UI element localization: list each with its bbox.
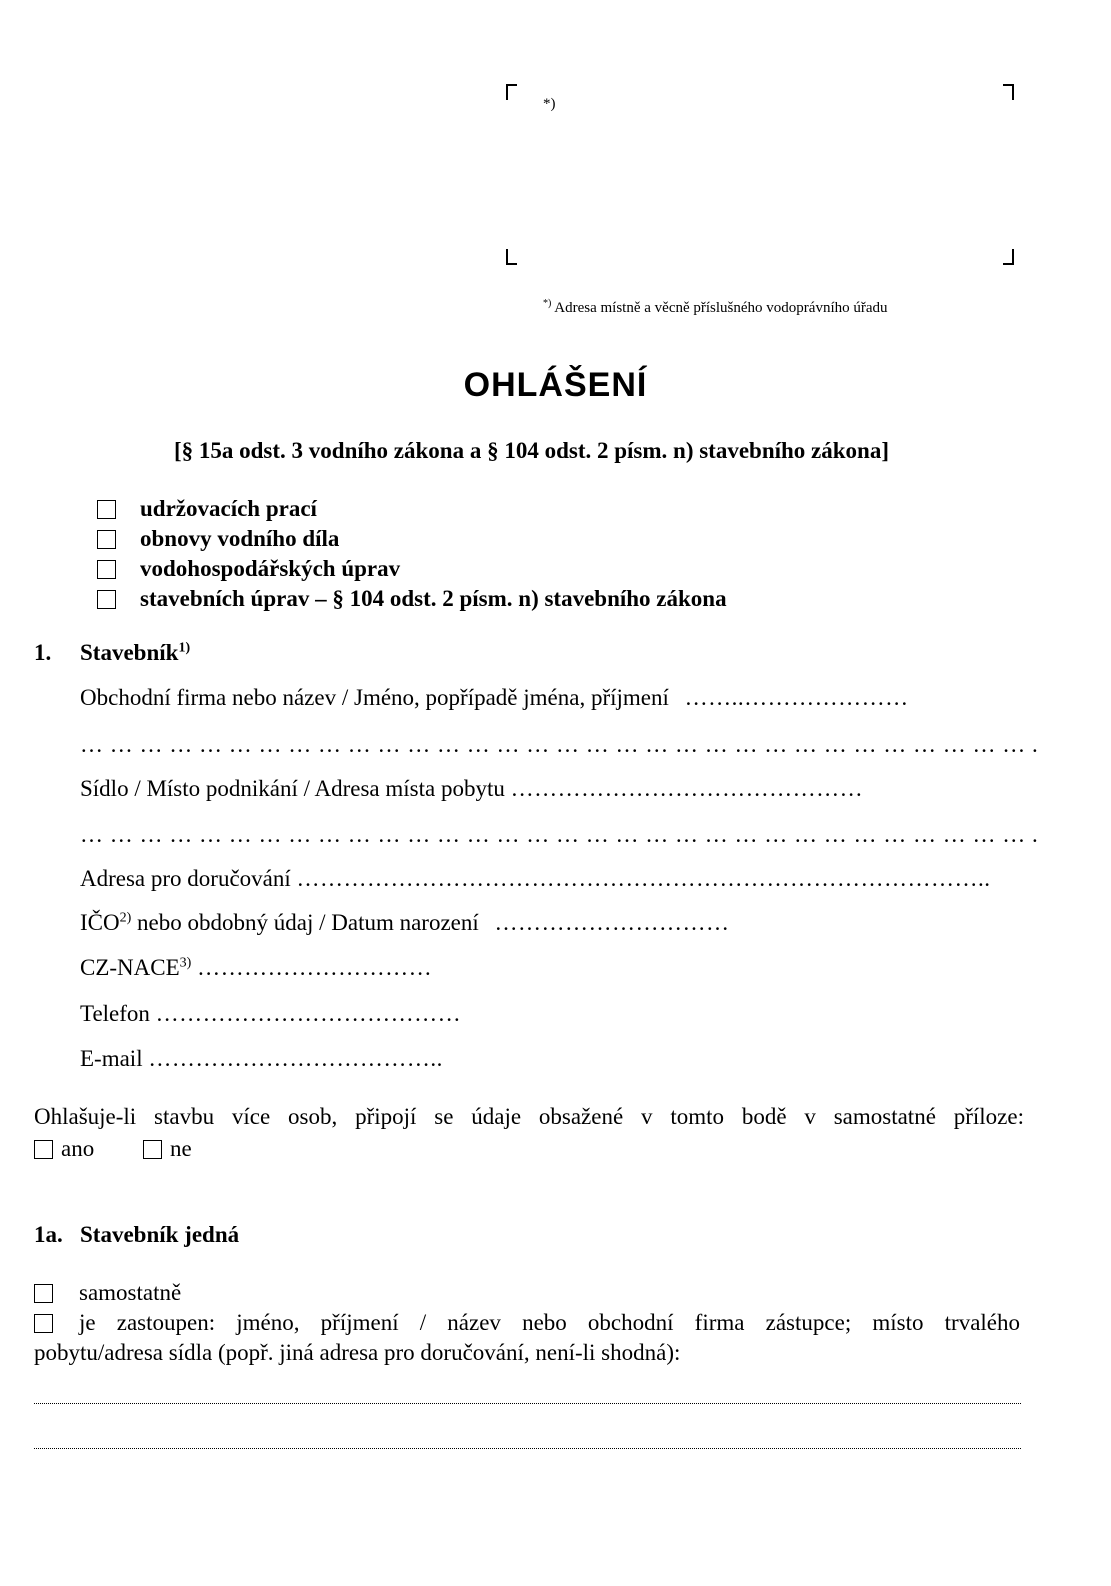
section-1a-heading <box>34 1222 240 1248</box>
section-1-note: 1) <box>178 640 191 656</box>
field-email-label: E-mail <box>80 1046 143 1071</box>
field-name[interactable] <box>80 685 909 711</box>
option-yes-label: ano <box>61 1136 95 1161</box>
field-phone[interactable] <box>80 1001 461 1027</box>
work-type-renewal[interactable] <box>97 526 339 552</box>
section-1a-number: 1a. <box>34 1222 63 1247</box>
section-1a-title: Stavebník jedná <box>80 1222 240 1247</box>
field-address-dots: ……………………………………… <box>510 776 864 801</box>
work-type-building-modifications[interactable] <box>97 586 727 612</box>
address-box-corner-bl <box>506 249 517 265</box>
multiple-persons-question: Ohlašuje-li stavbu více osob, připojí se údaje obsažené v tomto bodě v samostatné příloze: <box>34 1104 1024 1129</box>
law-reference: [§ 15a odst. 3 vodního zákona a § 104 odst. 2 písm. n) stavebního zákona] <box>173 438 890 463</box>
checkbox-yes[interactable] <box>34 1140 53 1159</box>
address-footnote-mark: *) <box>543 298 552 309</box>
option-no[interactable] <box>143 1136 192 1162</box>
option-represented-line2: pobytu/adresa sídla (popř. jiná adresa pro doručování, není-li shodná): <box>34 1340 681 1365</box>
representative-line-1[interactable] <box>34 1403 1021 1404</box>
field-ico-dots: ………………………… <box>494 910 730 935</box>
checkbox-water-management[interactable] <box>97 560 116 579</box>
work-type-label: obnovy vodního díla <box>140 526 340 551</box>
address-footnote-text: Adresa místně a věcně příslušného vodoprávního úřadu <box>554 300 888 316</box>
field-delivery-dots: …………………………………………………………………………….. <box>296 866 991 891</box>
field-delivery-address[interactable] <box>80 866 991 892</box>
page-title: OHLÁŠENÍ <box>463 366 648 404</box>
work-type-water-management[interactable] <box>97 556 400 582</box>
field-address-continuation[interactable]: … … … … … … … … … … … … … … … … … … … … … … … … … … … … … … … … . <box>80 822 1039 847</box>
field-email-dots: ……………………………….. <box>148 1046 443 1071</box>
address-box-asterisk: *) <box>543 96 556 112</box>
work-type-label: stavebních úprav – § 104 odst. 2 písm. n) stavebního zákona <box>140 586 727 611</box>
option-no-label: ne <box>170 1136 192 1161</box>
checkbox-self[interactable] <box>34 1284 53 1303</box>
checkbox-represented[interactable] <box>34 1314 53 1333</box>
work-type-label: udržovacích prací <box>140 496 317 521</box>
field-email[interactable] <box>80 1046 443 1072</box>
option-yes[interactable] <box>34 1136 94 1162</box>
field-cz-nace[interactable] <box>80 955 432 981</box>
field-ico-label: IČO <box>80 910 120 935</box>
work-type-maintenance[interactable] <box>97 496 317 522</box>
field-ico[interactable] <box>80 910 730 936</box>
option-represented-line1: je zastoupen: jméno, příjmení / název nebo obchodní firma zástupce; místo trvalého <box>79 1310 1020 1335</box>
address-box-corner-br <box>1003 249 1014 265</box>
field-phone-dots: ………………………………… <box>155 1001 462 1026</box>
field-phone-label: Telefon <box>80 1001 150 1026</box>
field-address[interactable] <box>80 776 863 802</box>
option-self[interactable] <box>34 1280 181 1306</box>
field-nace-note: 3) <box>179 955 192 971</box>
field-name-continuation[interactable]: … … … … … … … … … … … … … … … … … … … … … … … … … … … … … … … … . <box>80 732 1039 757</box>
field-name-label: Obchodní firma nebo název / Jméno, popřípadě jména, příjmení <box>80 685 669 710</box>
section-1-title: Stavebník <box>80 640 179 665</box>
field-nace-label: CZ-NACE <box>80 955 180 980</box>
field-name-dots: ……..………………… <box>684 685 909 710</box>
section-1-heading <box>34 640 191 666</box>
checkbox-maintenance[interactable] <box>97 500 116 519</box>
representative-line-2[interactable] <box>34 1448 1021 1449</box>
option-represented[interactable] <box>34 1310 1020 1336</box>
section-1-number: 1. <box>34 640 52 665</box>
field-ico-note: 2) <box>119 910 132 926</box>
field-ico-label-rest: nebo obdobný údaj / Datum narození <box>137 910 479 935</box>
option-self-label: samostatně <box>79 1280 182 1305</box>
address-box-corner-tr <box>1003 84 1014 100</box>
field-delivery-label: Adresa pro doručování <box>80 866 291 891</box>
checkbox-building-modifications[interactable] <box>97 590 116 609</box>
checkbox-no[interactable] <box>143 1140 162 1159</box>
checkbox-renewal[interactable] <box>97 530 116 549</box>
field-nace-dots: ………………………… <box>197 955 433 980</box>
work-type-label: vodohospodářských úprav <box>140 556 401 581</box>
address-box-corner-tl <box>506 84 517 100</box>
field-address-label: Sídlo / Místo podnikání / Adresa místa pobytu <box>80 776 505 801</box>
address-footnote <box>543 298 888 317</box>
